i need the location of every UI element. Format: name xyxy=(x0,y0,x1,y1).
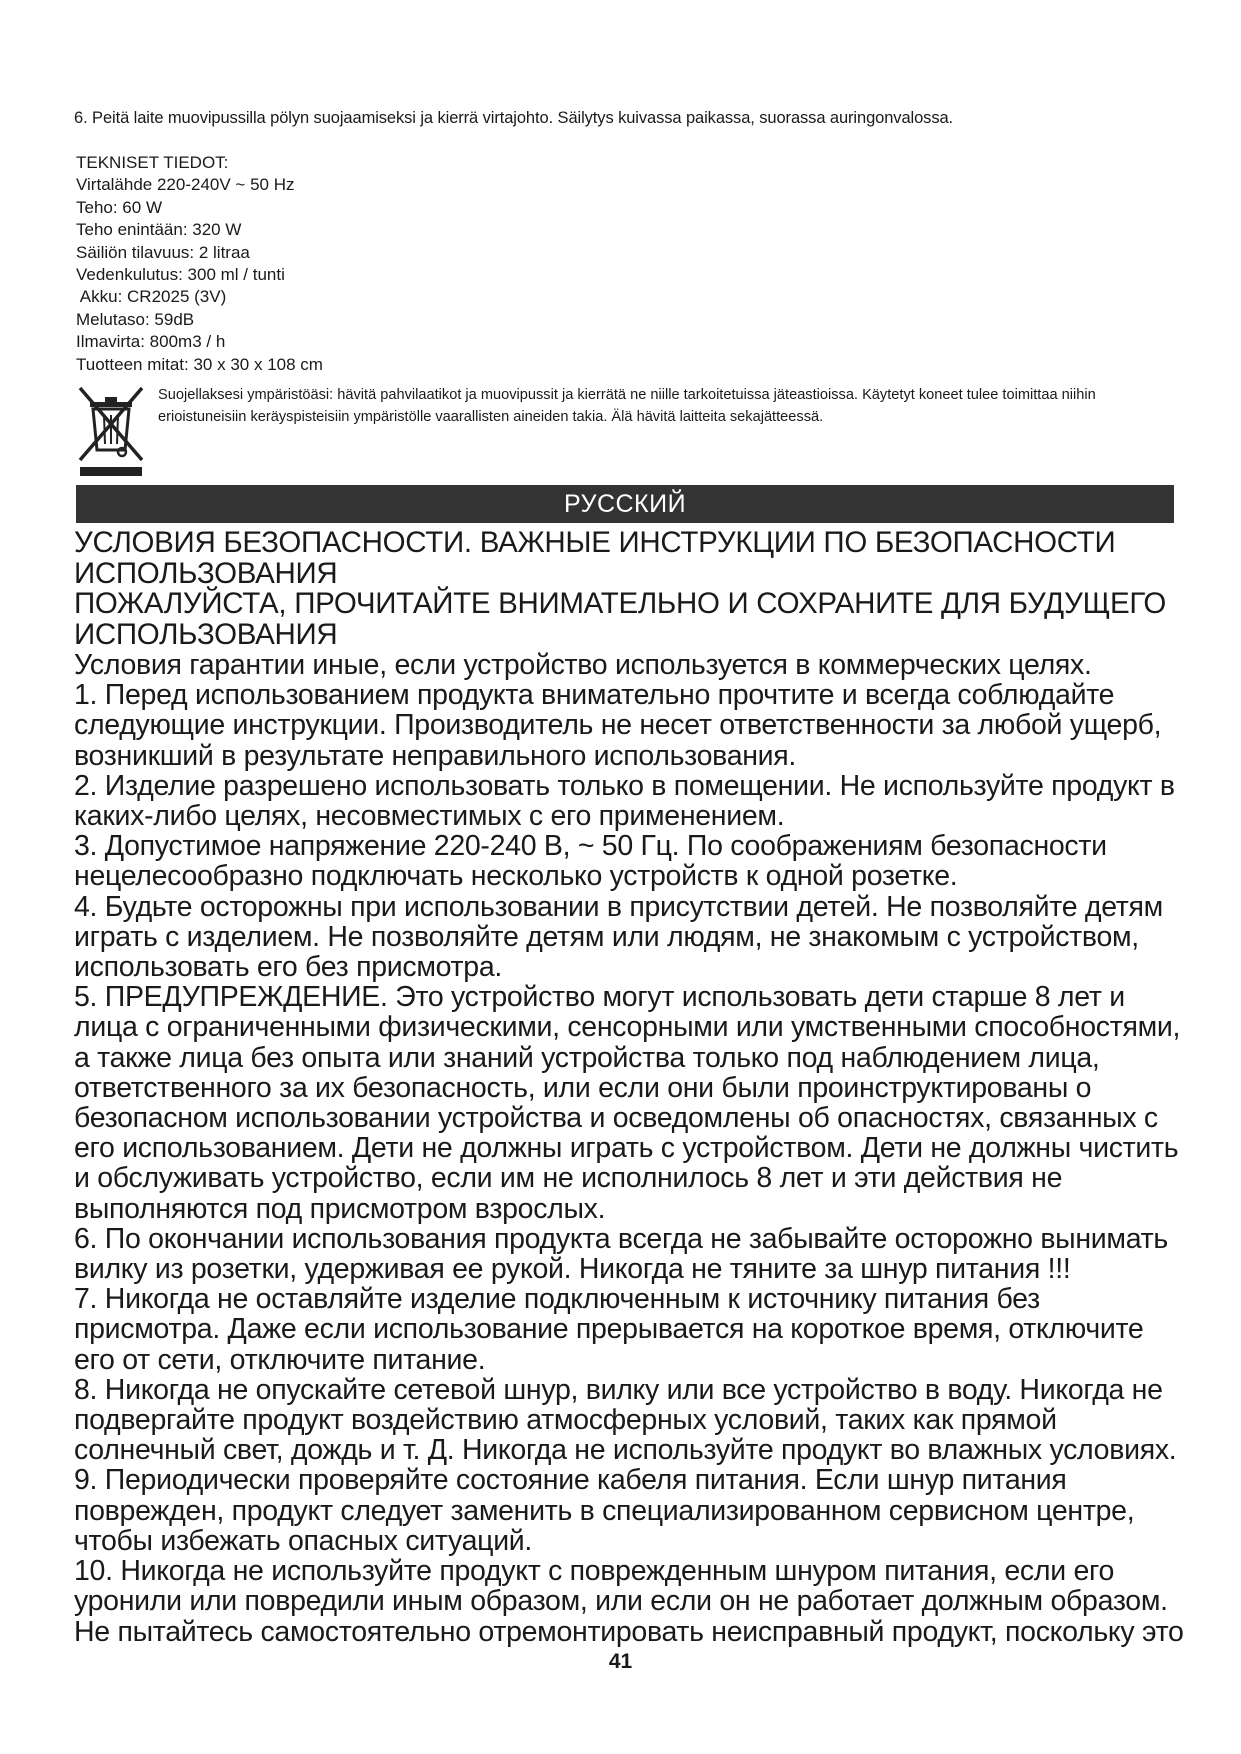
instruction-item: 1. Перед использованием продукта внимательно прочтите и всегда соблюдайте следующие инструкции. Производитель не несет ответственности за любой ущерб, возникший в результате неправильного использования. xyxy=(74,679,1162,772)
instruction-item: 6. По окончании использования продукта всегда не забывайте осторожно вынимать вилку из розетки, удерживая ее рукой. Никогда не тяните за шнур питания !!! xyxy=(74,1222,1168,1286)
recycling-notice-block xyxy=(76,384,1186,476)
instruction-item: 8. Никогда не опускайте сетевой шнур, вилку или все устройство в воду. Никогда не подвергайте продукт воздействию атмосферных условий, таких как прямой солнечный свет, дождь и т. Д. Никогда не используйте продукт во влажных условиях. xyxy=(74,1373,1177,1467)
spec-line: Tuotteen mitat: 30 x 30 x 108 cm xyxy=(76,354,323,374)
finnish-step-6: 6. Peitä laite muovipussilla pölyn suojaamiseksi ja kierrä virtajohto. Säilytys kuivassa paikassa, suorassa auringonvalossa. xyxy=(74,109,954,127)
instruction-item: 5. ПРЕДУПРЕЖДЕНИЕ. Это устройство могут использовать дети старше 8 лет и лица с ограниченными физическими, сенсорными или умственными способностями, а также лица без опыта или знаний устройства только под наблюдением лица, ответственного за их безопасность, или если они были проинструктированы о безопасном использовании устройства и осведомлены об опасностях, связанных с его использованием. Дети не должны играть с устройством. Дети не должны чистить и обслуживать устройство, если им не исполнилось 8 лет и эти действия не выполняются под присмотром взрослых. xyxy=(74,981,1181,1225)
spec-line: Akku: CR2025 (3V) xyxy=(76,287,227,307)
spec-line: Virtalähde 220-240V ~ 50 Hz xyxy=(76,175,295,195)
spec-line: Teho: 60 W xyxy=(76,197,162,217)
technical-specs xyxy=(76,152,323,376)
instruction-item: 10. Никогда не используйте продукт с поврежденным шнуром питания, если его уронили или повредили иным образом, или если он не работает должным образом. Не пытайтесь самостоятельно отремонтировать неисправный продукт, поскольку это xyxy=(74,1555,1184,1648)
crossed-out-wheelie-bin-icon xyxy=(76,384,146,478)
instruction-item: 2. Изделие разрешено использовать только в помещении. Не используйте продукт в каких-либо целях, несовместимых с его применением. xyxy=(74,769,1175,833)
safety-title: УСЛОВИЯ БЕЗОПАСНОСТИ. ВАЖНЫЕ ИНСТРУКЦИИ ПО БЕЗОПАСНОСТИ ИСПОЛЬЗОВАНИЯ xyxy=(74,526,1116,590)
recycling-notice-text: Suojellaksesi ympäristöäsi: hävitä pahvilaatikot ja muovipussit ja kierrätä ne niille tarkoitetuissa jäteastioissa. Käytetyt koneet tulee toimittaa niihin erioistuneisiin keräyspisteisiin ympäristölle vaarallisten aineiden takia. Älä hävitä laitteita sekajätteessä. xyxy=(158,387,1096,425)
read-carefully-title: ПОЖАЛУЙСТА, ПРОЧИТАЙТЕ ВНИМАТЕЛЬНО И СОХРАНИТЕ ДЛЯ БУДУЩЕГО ИСПОЛЬЗОВАНИЯ xyxy=(74,587,1167,651)
spec-line: Säiliön tilavuus: 2 litraa xyxy=(76,242,250,262)
instruction-item: 7. Никогда не оставляйте изделие подключенным к источнику питания без присмотра. Даже если использование прерывается на короткое время, отключите его от сети, отключите питание. xyxy=(74,1283,1144,1376)
spec-line: Teho enintään: 320 W xyxy=(76,220,242,240)
russian-safety-heading xyxy=(74,528,1184,650)
spec-line: Melutaso: 59dB xyxy=(76,309,195,329)
specs-title: TEKNISET TIEDOT: xyxy=(76,153,229,172)
spec-line: Ilmavirta: 800m3 / h xyxy=(76,332,226,352)
page-number: 41 xyxy=(608,1650,633,1673)
spec-line: Vedenkulutus: 300 ml / tunti xyxy=(76,265,285,285)
instruction-item: 4. Будьте осторожны при использовании в присутствии детей. Не позволяйте детям играть с изделием. Не позволяйте детям или людям, не знакомым с устройством, использовать его без присмотра. xyxy=(74,890,1163,984)
language-section-header: РУССКИЙ xyxy=(76,485,1174,523)
instruction-item: 9. Периодически проверяйте состояние кабеля питания. Если шнур питания поврежден, продукт следует заменить в специализированном сервисном центре, чтобы избежать опасных ситуаций. xyxy=(74,1464,1135,1557)
warranty-note: Условия гарантии иные, если устройство используется в коммерческих целях. xyxy=(74,649,1092,681)
instruction-item: 3. Допустимое напряжение 220-240 В, ~ 50 Гц. По соображениям безопасности нецелесообразно подключать несколько устройств к одной розетке. xyxy=(74,830,1107,893)
russian-safety-instructions xyxy=(74,650,1184,1647)
